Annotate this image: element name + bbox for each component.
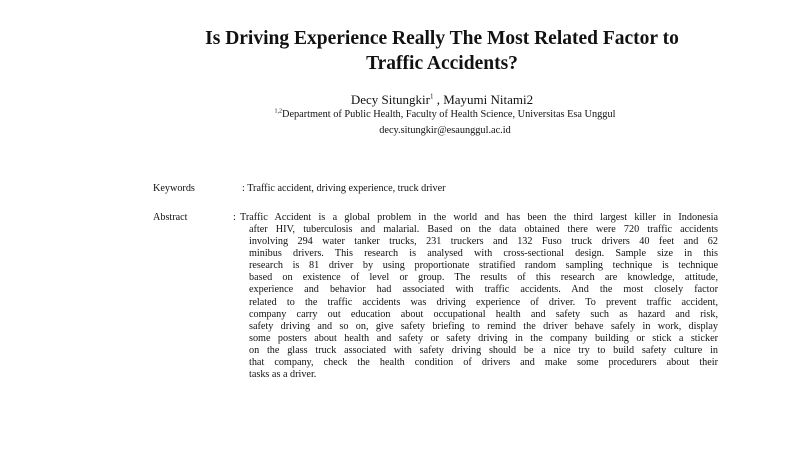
- abstract-line: related to the traffic accidents was driving experience of driver. To prevent traffic accident,: [249, 296, 718, 308]
- abstract-line: tasks as a driver.: [249, 369, 317, 381]
- abstract-line: some posters about health and safety or safety driving in the company building or stick a sticker: [249, 332, 718, 344]
- title-line-1: Is Driving Experience Really The Most Related Factor to: [205, 28, 679, 49]
- contact-email: decy.situngkir@esaunggul.ac.id: [379, 125, 511, 136]
- paper-title: [150, 26, 734, 76]
- abstract-line: that company, check the health condition of drivers and make some procedurers about their: [249, 356, 718, 368]
- abstract-line: minibus drivers. This research is analysed with cross-sectional design. Sample size in this: [249, 248, 718, 260]
- abstract-line: safety driving and so on, give safety briefing to remind the driver behave safely in work, display: [249, 320, 718, 332]
- abstract-line: research is 81 driver by using proportionate stratified random sampling technique is technique: [249, 260, 718, 272]
- abstract-line: company carry out education about occupational health and safety such as hazard and risk,: [249, 308, 718, 320]
- abstract-label: Abstract: [153, 212, 188, 223]
- author-1: Decy Situngkir: [350, 92, 430, 107]
- author-2: , Mayumi Nitami2: [433, 92, 534, 107]
- keywords-label: Keywords: [153, 183, 195, 194]
- author-1-marker: 1: [429, 92, 434, 101]
- keywords-value: : Traffic accident, driving experience, truck driver: [242, 183, 446, 194]
- abstract-line: on the glass truck associated with safety driving should be a nice try to build safety culture in: [249, 344, 718, 356]
- affiliation: [150, 108, 740, 121]
- affiliation-marker: 1,2: [274, 108, 283, 115]
- abstract-colon: :: [233, 212, 236, 223]
- abstract-line: Traffic Accident is a global problem in the world and has been the third largest killer in Indonesia: [240, 212, 718, 223]
- title-line-2: Traffic Accidents?: [366, 53, 518, 74]
- abstract-body: [240, 212, 718, 381]
- abstract-line: after HIV, tuberculosis and malarial. Based on the data obtained there were 720 traffic accidents: [249, 224, 718, 236]
- affiliation-text: Department of Public Health, Faculty of Health Science, Universitas Esa Unggul: [282, 109, 616, 120]
- abstract-line: based on existence of level or group. The results of this research are knowledge, attitude,: [249, 272, 718, 284]
- abstract-line: involving 294 water tanker trucks, 231 truckers and 132 Fuso truck drivers 40 feet and 62: [249, 236, 718, 248]
- abstract-line: experience and behavior had associated with traffic accidents. And the most closely factor: [249, 284, 718, 296]
- author-list: [150, 92, 734, 107]
